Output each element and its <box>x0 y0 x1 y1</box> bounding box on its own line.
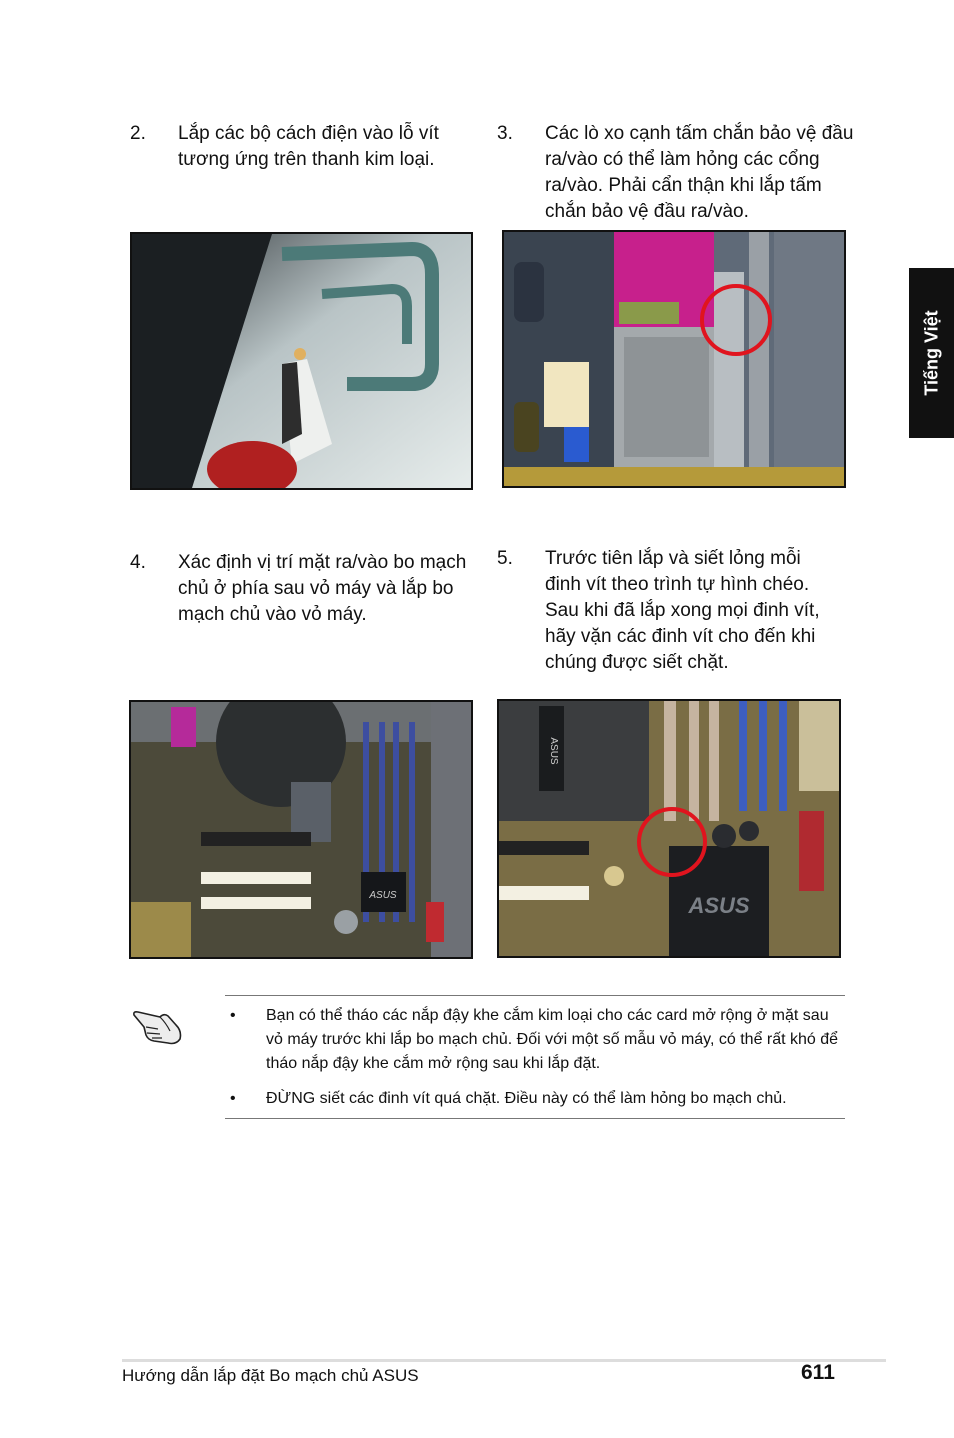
step-text: Xác định vị trí mặt ra/vào bo mạch chủ ở phía sau vỏ máy và lắp bo mạch chủ vào vỏ máy. <box>178 552 467 625</box>
language-label: Tiếng Việt <box>921 310 941 396</box>
note-text: ĐỪNG siết các đinh vít quá chặt. Điều này có thể làm hỏng bo mạch chủ. <box>266 1090 787 1107</box>
page-number: 611 <box>801 1361 835 1384</box>
step-text: Lắp các bộ cách điện vào lỗ vít tương ứng trên thanh kim loại. <box>178 123 439 170</box>
step-number: 5. <box>497 548 513 569</box>
footer-rule <box>122 1359 886 1362</box>
bullet: • <box>230 1090 236 1107</box>
note-text: Bạn có thể tháo các nắp đậy khe cắm kim loại cho các card mở rộng ở mặt sau vỏ máy trước khi lắp bo mạch chủ. Đối với một số mẫu vỏ máy, có thể rất khó để tháo nắp đậy khe cắm mở rộng sau khi lắp đặt. <box>266 1007 839 1072</box>
step-number: 3. <box>497 123 513 144</box>
photo-step-2-insulator <box>130 232 473 490</box>
photo-step-4-motherboard-placement <box>129 700 473 959</box>
footer-title: Hướng dẫn lắp đặt Bo mạch chủ ASUS <box>122 1366 419 1385</box>
step-text: Các lò xo cạnh tấm chắn bảo vệ đầu ra/vào có thể làm hỏng các cổng ra/vào. Phải cẩn thận khi lắp tấm chắn bảo vệ đầu ra/vào. <box>545 123 854 222</box>
bullet: • <box>230 1007 236 1024</box>
step-text: Trước tiên lắp và siết lỏng mỗi đinh vít theo trình tự hình chéo. Sau khi đã lắp xong mọi đinh vít, hãy vặn các đinh vít cho đến khi chúng được siết chặt. <box>545 548 820 673</box>
step-number: 2. <box>130 123 146 144</box>
hand-pointing-icon <box>130 1003 186 1047</box>
photo-logo: ASUS <box>548 737 559 765</box>
photo-logo: ASUS <box>688 893 750 918</box>
photo-step-3-io-shield <box>502 230 846 488</box>
note-bottom-rule <box>225 1118 845 1119</box>
photo-step-5-screws <box>497 699 841 958</box>
language-side-tab <box>909 268 954 438</box>
step-number: 4. <box>130 552 146 573</box>
note-top-rule <box>225 995 845 996</box>
photo-logo: ASUS <box>369 890 397 901</box>
